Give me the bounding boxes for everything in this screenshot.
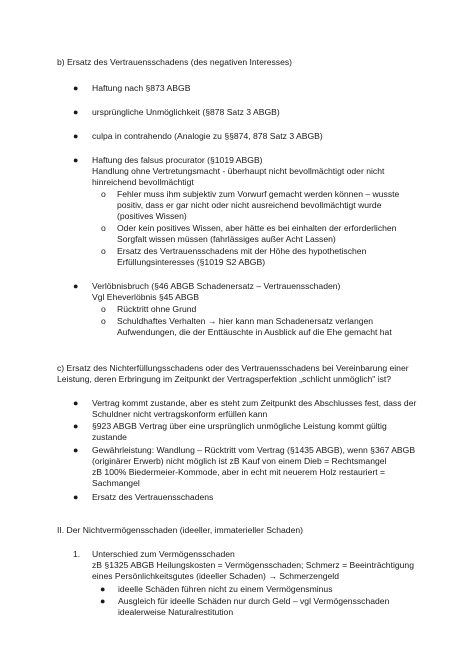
- circle-bullet-icon: o: [101, 246, 106, 256]
- list-item-falsus-procurator: ● Haftung des falsus procurator (§1019 ABGB) Handlung ohne Vertretungsmacht - überhaupt nicht bevollmächtigt oder nicht hinreichend bevollmächtigt: [73, 155, 385, 187]
- bullet-icon: ●: [73, 281, 79, 291]
- bullet-icon: ●: [73, 107, 79, 117]
- sub-list-item: o Rücktritt ohne Grund: [101, 304, 197, 314]
- arrow-right-icon: →: [207, 316, 217, 326]
- sub-list-item: o Ersatz des Vertrauensschadens mit der Höhe des hypothetischen Erfüllungsinteresses (§1019 S2 ABGB): [101, 246, 367, 267]
- bullet-icon: ●: [73, 155, 79, 165]
- list-item: ● ursprüngliche Unmöglichkeit (§878 Satz 3 ABGB): [73, 107, 280, 117]
- sub-list-item: ● Ausgleich für ideelle Schäden nur durch Geld – vgl Vermögensschaden idealerweise Naturalrestitution: [100, 596, 390, 617]
- section-ii-heading: II. Der Nichtvermögensschaden (ideeller, immaterieller Schaden): [57, 525, 303, 535]
- list-item: ● Haftung nach §873 ABGB: [73, 83, 191, 93]
- bullet-icon: ●: [100, 584, 106, 594]
- list-item: ● Vertrag kommt zustande, aber es steht zum Zeitpunkt des Abschlusses fest, dass der Schuldner nicht vertragskonform erfüllen kann: [73, 398, 417, 419]
- list-item: ● culpa in contrahendo (Analogie zu §§874, 878 Satz 3 ABGB): [73, 131, 323, 141]
- bullet-icon: ●: [73, 492, 79, 502]
- circle-bullet-icon: o: [101, 223, 106, 233]
- sub-list-item: o Oder kein positives Wissen, aber hätte es bei einhalten der erforderlichen Sorgfalt wissen müssen (fahrlässiges außer Acht Lassen): [101, 223, 397, 244]
- circle-bullet-icon: o: [101, 304, 106, 314]
- bullet-icon: ●: [100, 596, 106, 606]
- list-item-verloebnisbruch: ● Verlöbnisbruch (§46 ABGB Schadenersatz – Vertrauensschaden) Vgl Eheverlöbnis §45 ABGB: [73, 281, 341, 302]
- bullet-icon: ●: [73, 131, 79, 141]
- circle-bullet-icon: o: [101, 316, 106, 326]
- bullet-icon: ●: [73, 445, 79, 455]
- list-item: ● Gewährleistung: Wandlung – Rücktritt vom Vertrag (§1435 ABGB), wenn §367 ABGB (originärer Erwerb) nicht möglich ist zB Kauf von einem Dieb = Rechtsmangel zB 100% Biedermeier-Kommode, aber in echt mit neuerem Holz restauriert = Sachmangel: [73, 445, 416, 488]
- sub-list-item: ● ideelle Schäden führen nicht zu einem Vermögensminus: [100, 584, 333, 594]
- numbered-list-item: 1. Unterschied zum Vermögensschaden zB §1325 ABGB Heilungskosten = Vermögensschaden; Schmerz = Beeinträchtigung eines Persönlichkeitsgutes (ideeller Schaden) → Schmerzengeld: [73, 549, 414, 581]
- bullet-icon: ●: [73, 421, 79, 431]
- sub-list-item: o Fehler muss ihm subjektiv zum Vorwurf gemacht werden können – wusste positiv, dass er gar nicht oder nicht ausreichend bevollmächtigt wurde (positives Wissen): [101, 189, 400, 221]
- list-item: ● §923 ABGB Vertrag über eine ursprünglich unmögliche Leistung kommt gültig zustande: [73, 421, 387, 442]
- sub-list-item: o Schuldhaftes Verhalten → hier kann man Schadenersatz verlangen Aufwendungen, die der Enttäuschte in Ausblick auf die Ehe gemacht hat: [101, 316, 392, 337]
- arrow-right-icon: →: [268, 571, 277, 581]
- bullet-icon: ●: [73, 398, 79, 408]
- list-item: ● Ersatz des Vertrauensschadens: [73, 492, 214, 502]
- section-b-heading: b) Ersatz des Vertrauensschadens (des negativen Interesses): [57, 57, 293, 67]
- section-c-heading: c) Ersatz des Nichterfüllungsschadens oder des Vertrauensschadens bei Vereinbarung einer Leistung, deren Erbringung im Zeitpunkt der Vertragsperfektion „schlicht unmöglich" ist?: [57, 363, 409, 384]
- circle-bullet-icon: o: [101, 189, 106, 199]
- bullet-icon: ●: [73, 83, 79, 93]
